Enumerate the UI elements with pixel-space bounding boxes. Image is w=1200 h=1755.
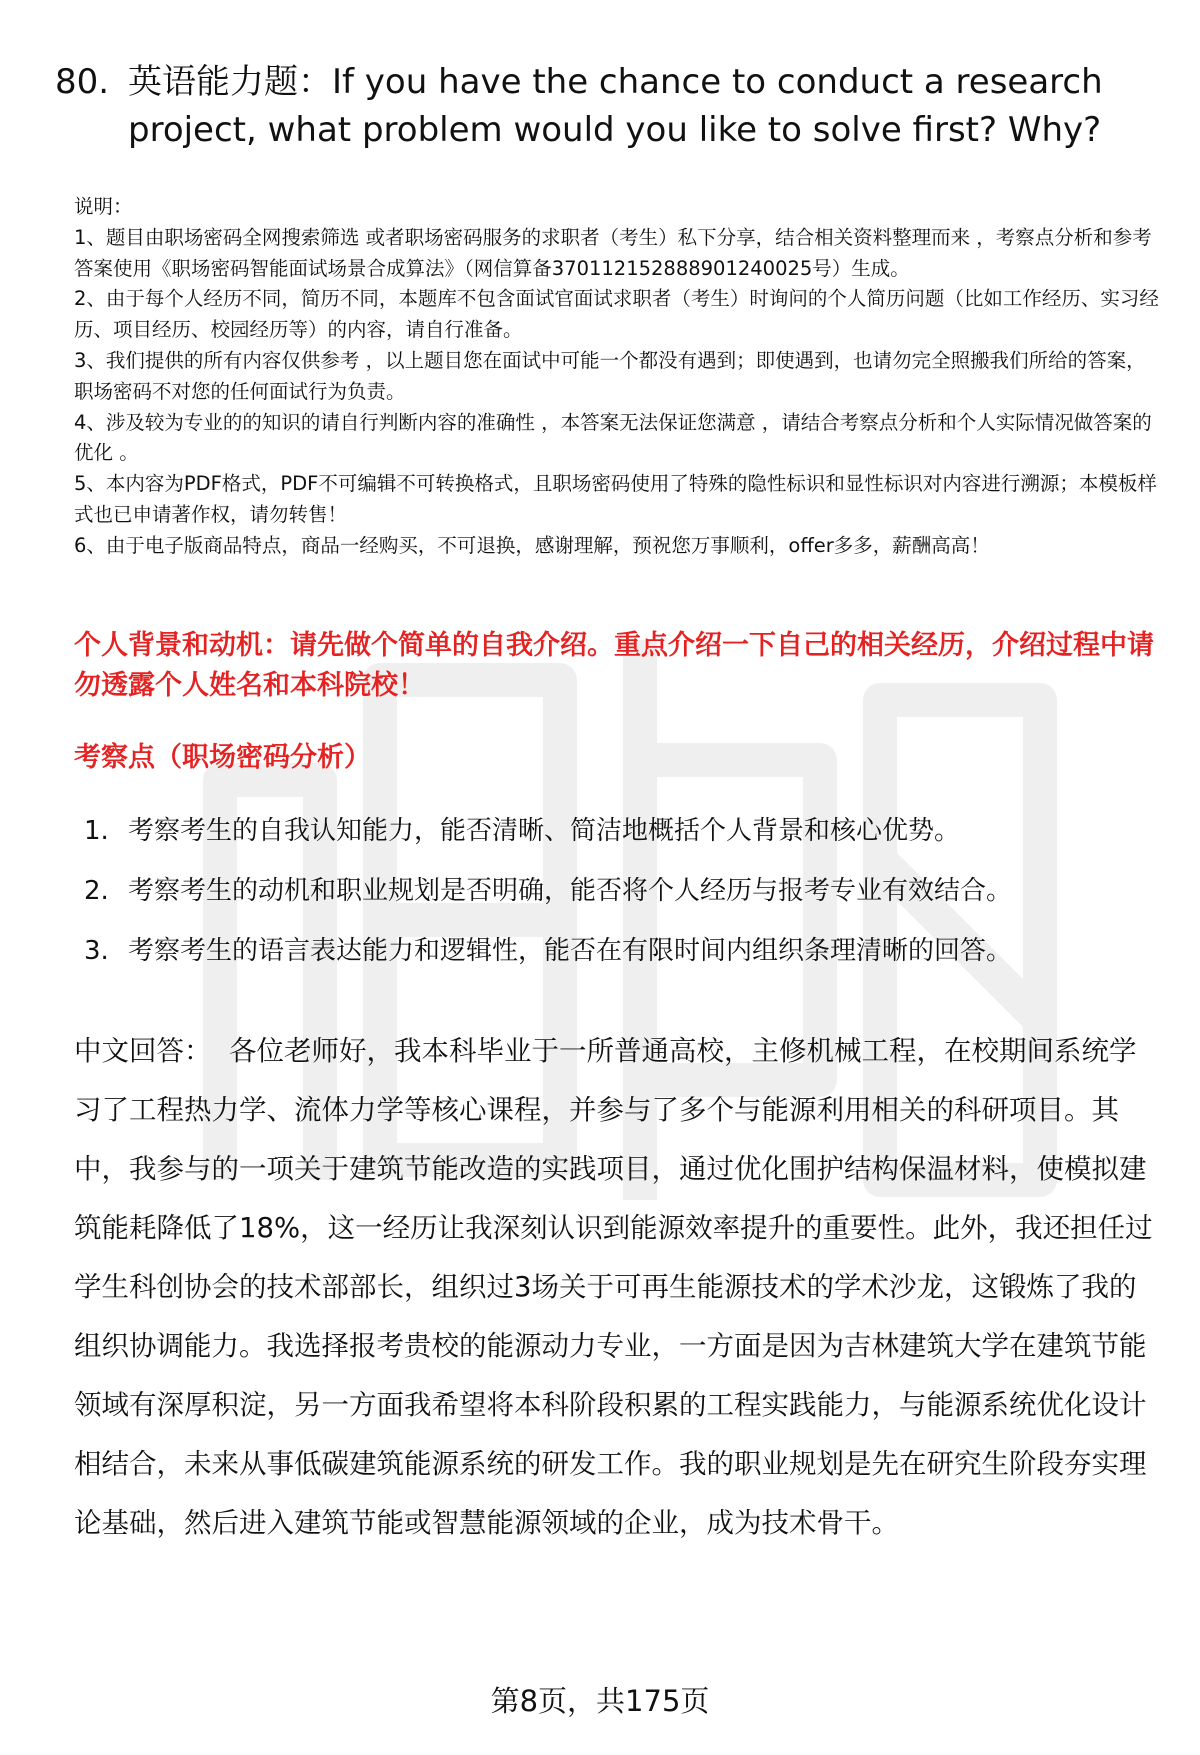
point-number: 2.: [84, 876, 109, 906]
list-item: [84, 933, 1164, 993]
answer-label: 中文回答：: [74, 1035, 212, 1067]
point-number: 3.: [84, 936, 109, 966]
answer-text: 各位老师好，我本科毕业于一所普通高校，主修机械工程，在校期间系统学习了工程热力学、流体力学等核心课程，并参与了多个与能源利用相关的科研项目。其中，我参与的一项关于建筑节能改造的实践项目，通过优化围护结构保温材料，使模拟建筑能耗降低了18%，这一经历让我深刻认识到能源效率提升的重要性。此外，我还担任过学生科创协会的技术部部长，组织过3场关于可再生能源技术的学术沙龙，这锻炼了我的组织协调能力。我选择报考贵校的能源动力专业，一方面是因为吉林建筑大学在建筑节能领域有深厚积淀，另一方面我希望将本科阶段积累的工程实践能力，与能源系统优化设计相结合，未来从事低碳建筑能源系统的研发工作。我的职业规划是先在研究生阶段夯实理论基础，然后进入建筑节能或智慧能源领域的企业，成为技术骨干。: [74, 1035, 1153, 1539]
answer-paragraph: [74, 1022, 1159, 1553]
question-number: 80.: [55, 62, 110, 102]
question-heading: [55, 58, 1155, 154]
notes-title: 说明：: [74, 195, 133, 218]
point-number: 1.: [84, 816, 109, 846]
analysis-heading: 考察点（职场密码分析）: [74, 742, 371, 773]
question-text: 英语能力题：If you have the chance to conduct a research project, what problem would you like to solve first? Why?: [128, 62, 1103, 150]
list-item: [84, 813, 1164, 873]
interview-prompt: 个人背景和动机：请先做个简单的自我介绍。重点介绍一下自己的相关经历，介绍过程中请勿透露个人姓名和本科院校！: [74, 630, 1154, 701]
list-item: [84, 873, 1164, 933]
note-item: 4、涉及较为专业的的知识的请自行判断内容的准确性 ，本答案无法保证您满意 ，请结合考察点分析和个人实际情况做答案的优化 。: [74, 410, 1152, 465]
note-item: 5、本内容为PDF格式，PDF不可编辑不可转换格式，且职场密码使用了特殊的隐性标识和显性标识对内容进行溯源；本模板样式也已申请著作权，请勿转售！: [74, 472, 1157, 526]
note-item: 1、题目由职场密码全网搜索筛选 或者职场密码服务的求职者（考生）私下分享，结合相关资料整理而来 ，考察点分析和参考答案使用《职场密码智能面试场景合成算法》（网信算备370112152888901240025号）生成。: [74, 225, 1152, 280]
analysis-points: [84, 813, 1164, 993]
point-text: 考察考生的语言表达能力和逻辑性，能否在有限时间内组织条理清晰的回答。: [128, 936, 1013, 966]
point-text: 考察考生的自我认知能力，能否清晰、简洁地概括个人背景和核心优势。: [128, 816, 961, 846]
note-item: 2、由于每个人经历不同，简历不同，本题库不包含面试官面试求职者（考生）时询问的个人简历问题（比如工作经历、实习经历、项目经历、校园经历等）的内容，请自行准备。: [74, 287, 1159, 342]
disclaimer-notes: [74, 192, 1159, 562]
note-item: 6、由于电子版商品特点，商品一经购买，不可退换，感谢理解，预祝您万事顺利，offer多多，薪酬高高！: [74, 533, 990, 557]
point-text: 考察考生的动机和职业规划是否明确，能否将个人经历与报考专业有效结合。: [128, 876, 1013, 906]
page-footer: 第8页，共175页: [490, 1684, 710, 1718]
note-item: 3、我们提供的所有内容仅供参考 ，以上题目您在面试中可能一个都没有遇到；即使遇到，也请勿完全照搬我们所给的答案，职场密码不对您的任何面试行为负责。: [74, 348, 1146, 403]
